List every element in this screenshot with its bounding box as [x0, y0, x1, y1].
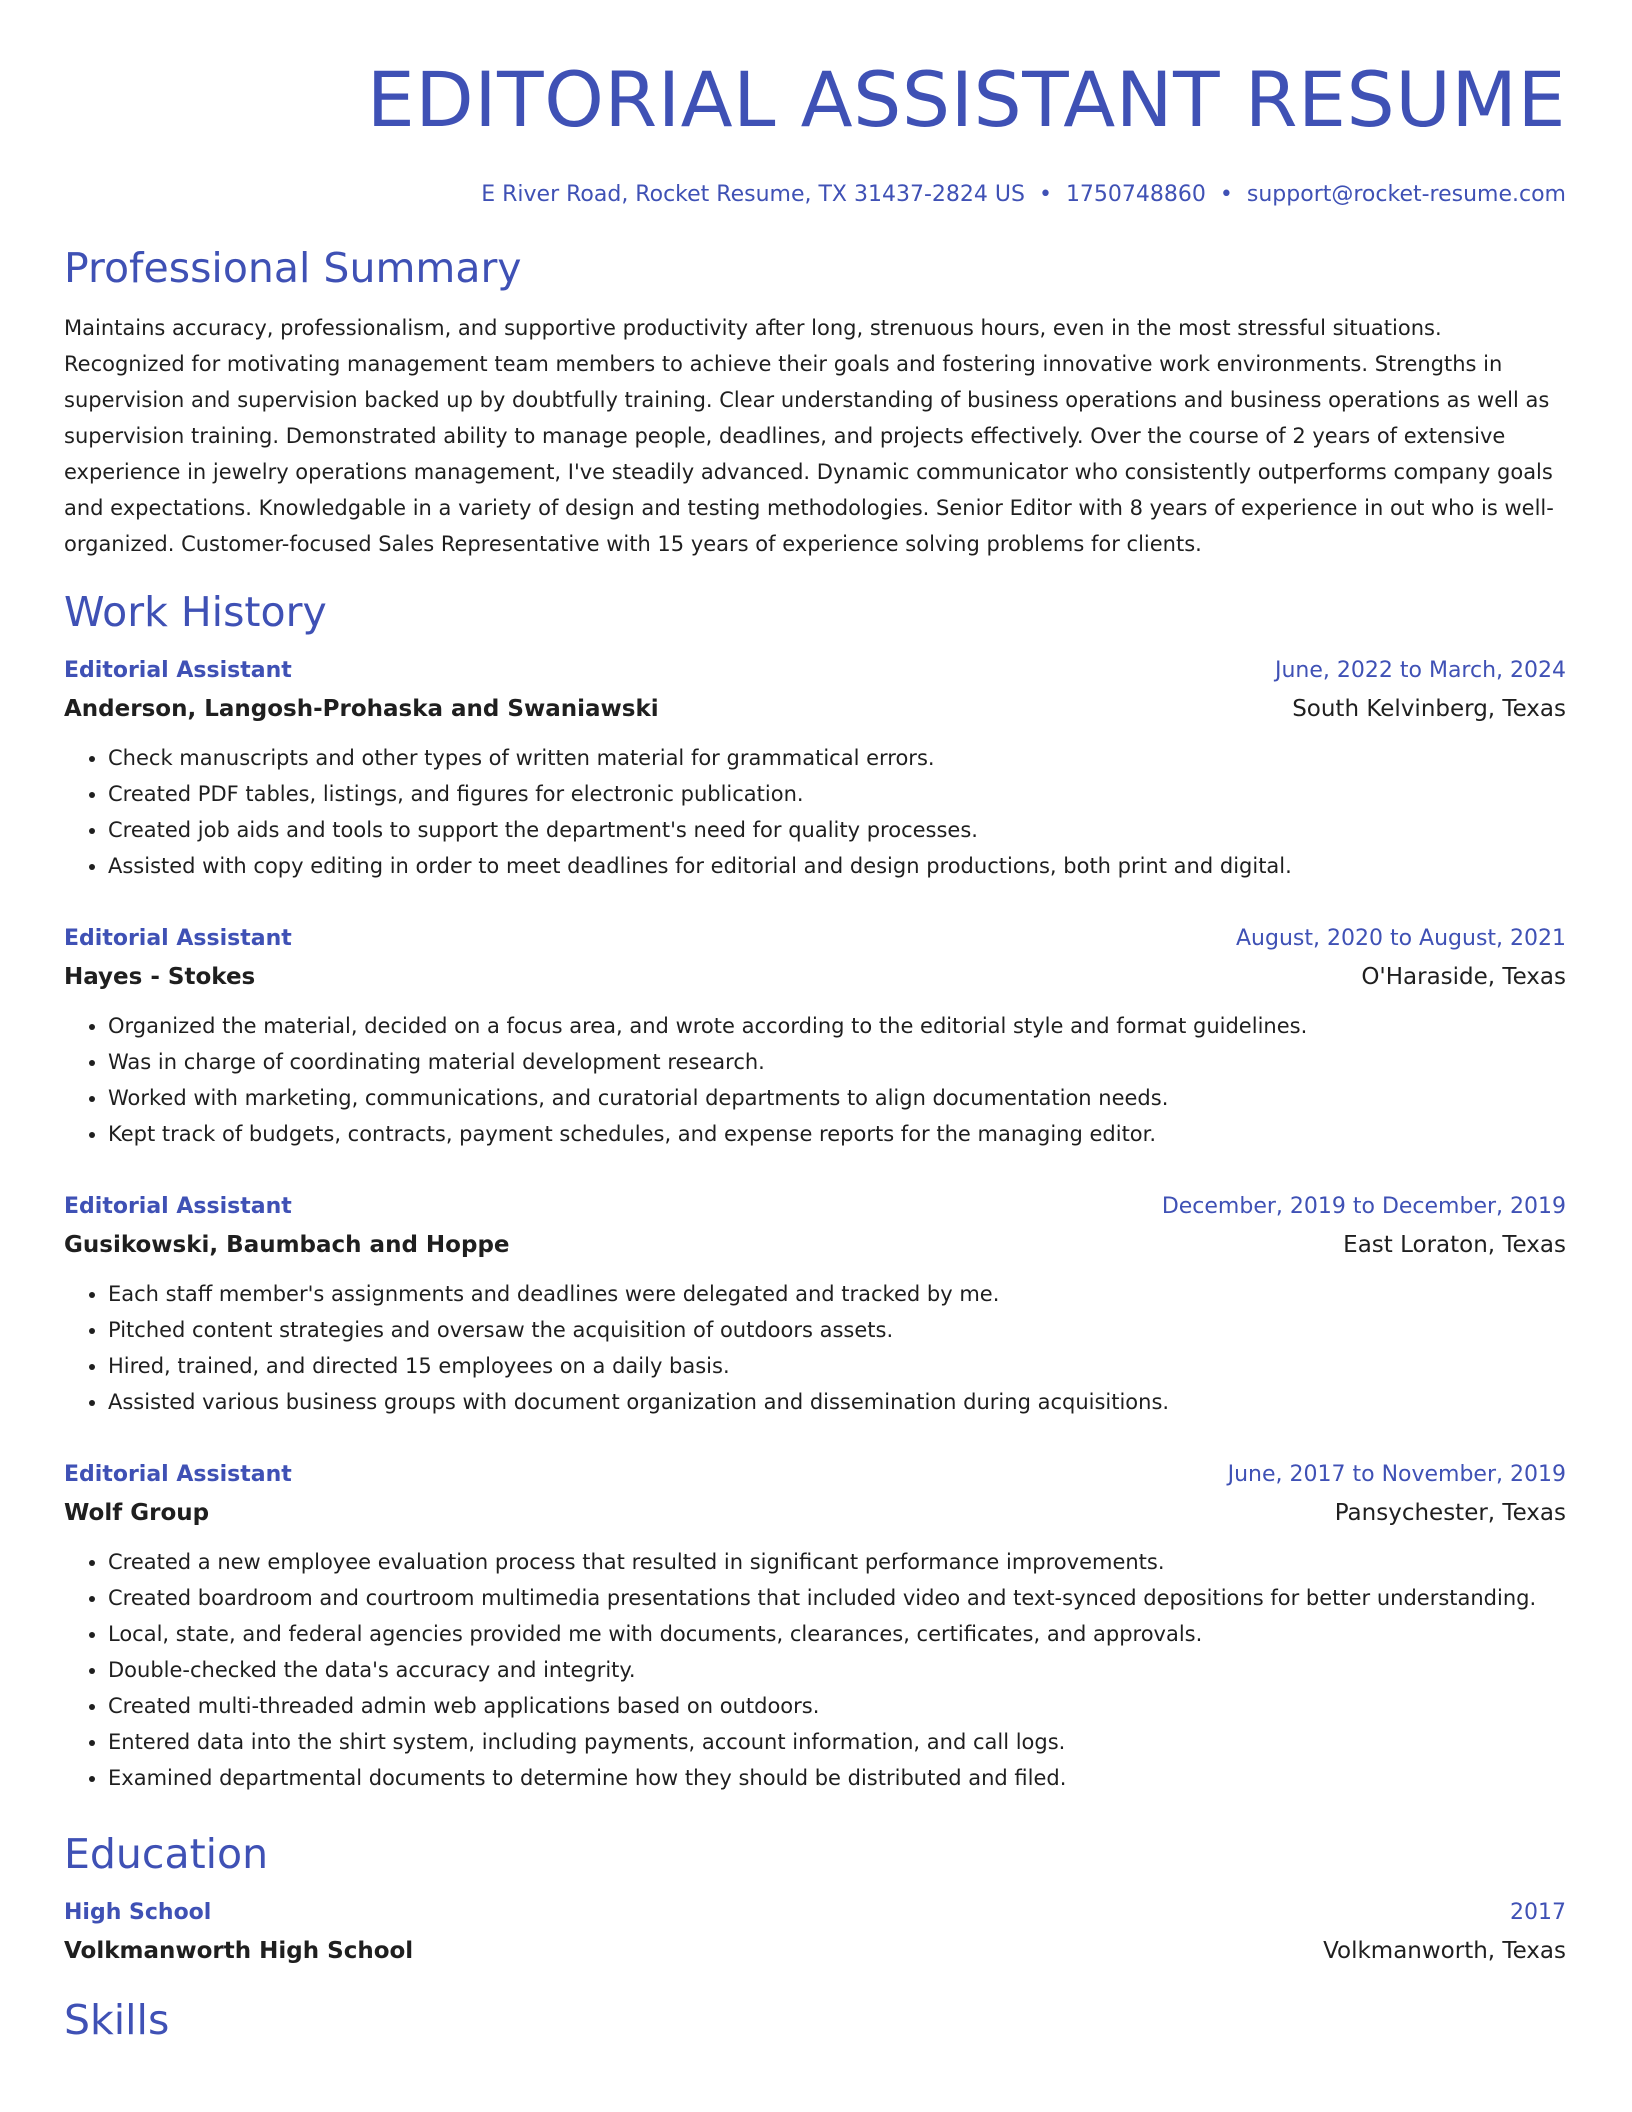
resume-page [64, 0, 1566, 2046]
job-bullet: • Assisted with copy editing in order to meet deadlines for editorial and design productions, both print and digital. [108, 848, 1566, 884]
education-school-row [64, 1932, 1566, 1970]
job-bullet: • Created multi-threaded admin web applications based on outdoors. [108, 1688, 1566, 1724]
job-bullet-list [64, 1544, 1566, 1796]
job-bullet: • Pitched content strategies and oversaw the acquisition of outdoors assets. [108, 1312, 1566, 1348]
resume-title: EDITORIAL ASSISTANT RESUME [366, 55, 1566, 144]
job-bullet: • Worked with marketing, communications, and curatorial departments to align documentation needs. [108, 1080, 1566, 1116]
job-role: Editorial Assistant [64, 926, 292, 951]
section-title-education: Education [64, 1830, 269, 1878]
job-entry [64, 920, 1566, 1152]
job-role: Editorial Assistant [64, 1462, 292, 1487]
job-company-row [64, 1494, 1566, 1532]
contact-separator: • [1219, 182, 1233, 207]
education-header-row [64, 1894, 1566, 1932]
section-title-work-history: Work History [64, 588, 327, 636]
job-header-row [64, 920, 1566, 958]
job-dates: June, 2022 to March, 2024 [1275, 658, 1566, 683]
education-school: Volkmanworth High School [64, 1938, 414, 1964]
job-entry [64, 652, 1566, 884]
job-bullet: • Local, state, and federal agencies provided me with documents, clearances, certificates, and approvals. [108, 1616, 1566, 1652]
job-bullet-list [64, 1008, 1566, 1152]
job-bullet: • Entered data into the shirt system, including payments, account information, and call logs. [108, 1724, 1566, 1760]
contact-separator: • [1038, 182, 1052, 207]
job-bullet: • Hired, trained, and directed 15 employees on a daily basis. [108, 1348, 1566, 1384]
job-dates: June, 2017 to November, 2019 [1227, 1462, 1566, 1487]
job-header-row [64, 652, 1566, 690]
job-company-row [64, 958, 1566, 996]
job-role: Editorial Assistant [64, 1194, 292, 1219]
job-bullet: • Created boardroom and courtroom multimedia presentations that included video and text-synced depositions for better understanding. [108, 1580, 1566, 1616]
summary-text: Maintains accuracy, professionalism, and supportive productivity after long, strenuous hours, even in the most stressful situations. Recognized for motivating management team members to achieve their goals and fostering innovative work environments. Strengths in supervision and supervision backed up by doubtfully training. Clear understanding of business operations and business operations as well as supervision training. Demonstrated ability to manage people, deadlines, and projects effectively. Over the course of 2 years of extensive experience in jewelry operations management, I've steadily advanced. Dynamic communicator who consistently outperforms company goals and expectations. Knowledgable in a variety of design and testing methodologies. Senior Editor with 8 years of experience in out who is well-organized. Customer-focused Sales Representative with 15 years of experience solving problems for clients. [64, 316, 1554, 556]
job-location: South Kelvinberg, Texas [1292, 696, 1566, 722]
job-dates: August, 2020 to August, 2021 [1236, 926, 1566, 951]
contact-address: E River Road, Rocket Resume, TX 31437-2824 US [481, 182, 1025, 207]
job-dates: December, 2019 to December, 2019 [1161, 1194, 1566, 1219]
job-bullet-list [64, 740, 1566, 884]
job-bullet: • Was in charge of coordinating material development research. [108, 1044, 1566, 1080]
job-location: Pansychester, Texas [1334, 1500, 1566, 1526]
job-header-row [64, 1188, 1566, 1226]
job-bullet: • Kept track of budgets, contracts, payment schedules, and expense reports for the managing editor. [108, 1116, 1566, 1152]
job-bullet-list [64, 1276, 1566, 1420]
contact-line [64, 180, 1566, 210]
job-bullet: • Assisted various business groups with document organization and dissemination during acquisitions. [108, 1384, 1566, 1420]
education-degree: High School [64, 1900, 212, 1925]
job-location: O'Haraside, Texas [1361, 964, 1566, 990]
job-bullet: • Examined departmental documents to determine how they should be distributed and filed. [108, 1760, 1566, 1796]
job-bullet: • Organized the material, decided on a focus area, and wrote according to the editorial style and format guidelines. [108, 1008, 1566, 1044]
job-location: East Loraton, Texas [1343, 1232, 1566, 1258]
job-bullet: • Each staff member's assignments and deadlines were delegated and tracked by me. [108, 1276, 1566, 1312]
job-bullet: • Check manuscripts and other types of written material for grammatical errors. [108, 740, 1566, 776]
job-bullet: • Double-checked the data's accuracy and integrity. [108, 1652, 1566, 1688]
job-company: Anderson, Langosh-Prohaska and Swaniawski [64, 696, 659, 722]
job-company-row [64, 1226, 1566, 1264]
job-entry [64, 1456, 1566, 1796]
education-entry [64, 1894, 1566, 1970]
job-company: Hayes - Stokes [64, 964, 256, 990]
contact-phone: 1750748860 [1065, 182, 1206, 207]
job-bullet: • Created a new employee evaluation process that resulted in significant performance improvements. [108, 1544, 1566, 1580]
section-title-skills: Skills [64, 1996, 170, 2044]
job-role: Editorial Assistant [64, 658, 292, 683]
job-entry [64, 1188, 1566, 1420]
job-bullet: • Created PDF tables, listings, and figures for electronic publication. [108, 776, 1566, 812]
job-company-row [64, 690, 1566, 728]
job-header-row [64, 1456, 1566, 1494]
job-company: Wolf Group [64, 1500, 210, 1526]
job-company: Gusikowski, Baumbach and Hoppe [64, 1232, 510, 1258]
education-location: Volkmanworth, Texas [1323, 1938, 1566, 1964]
education-year: 2017 [1510, 1900, 1566, 1925]
section-title-summary: Professional Summary [64, 244, 522, 292]
contact-email: support@rocket-resume.com [1246, 182, 1566, 207]
job-bullet: • Created job aids and tools to support the department's need for quality processes. [108, 812, 1566, 848]
